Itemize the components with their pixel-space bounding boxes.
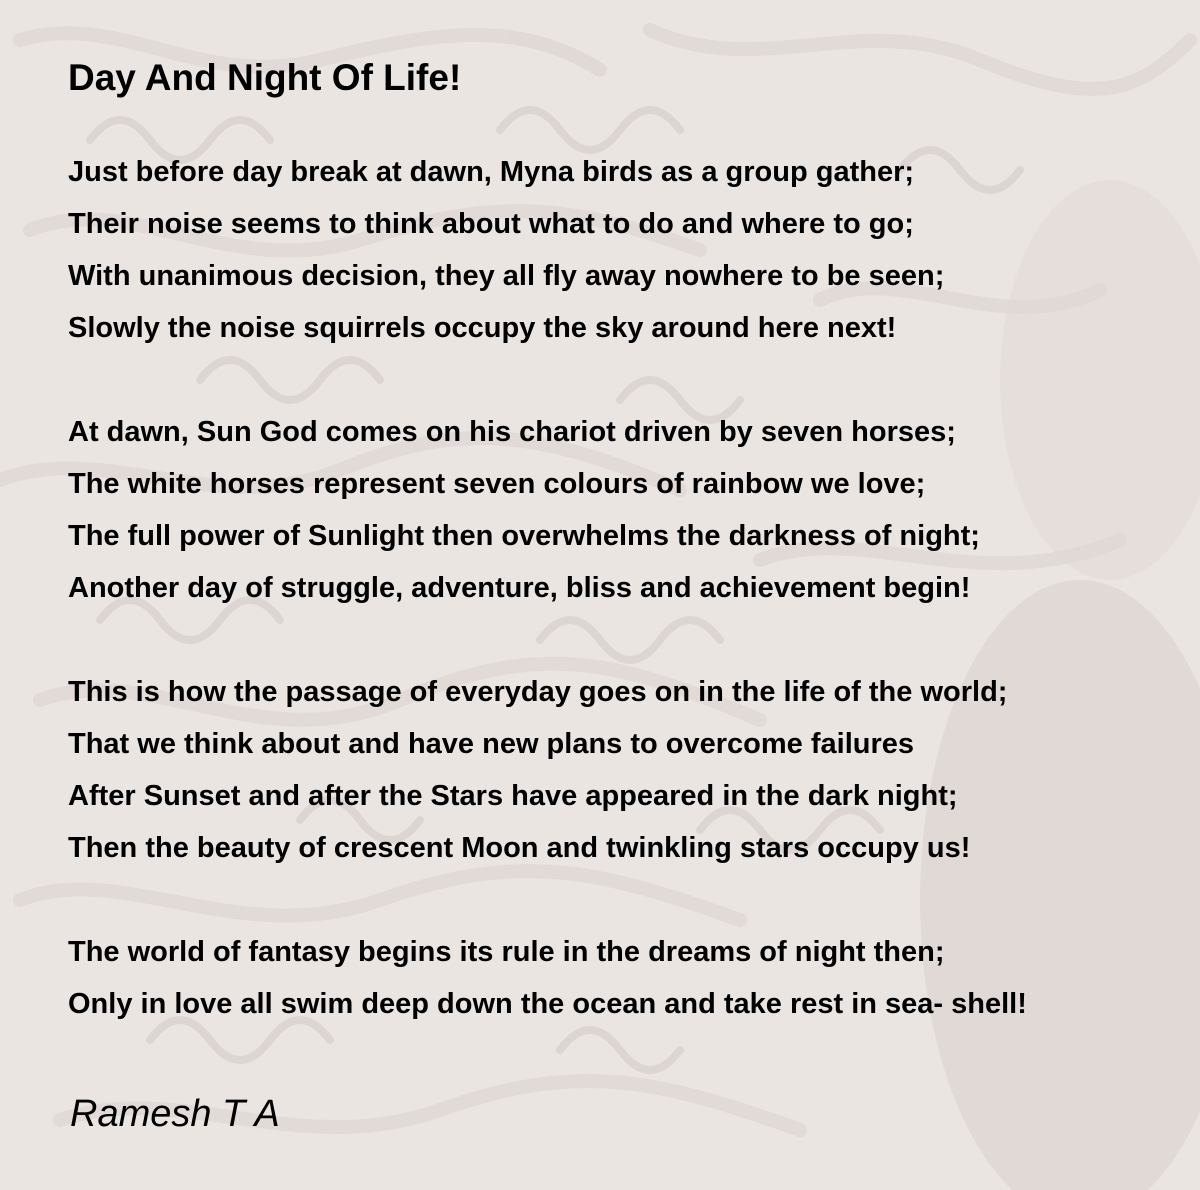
poem-line: With unanimous decision, they all fly away nowhere to be seen; [68, 260, 945, 292]
poem-line: Slowly the noise squirrels occupy the sky around here next! [68, 312, 897, 344]
poem-line: Just before day break at dawn, Myna birds as a group gather; [68, 156, 915, 188]
poem-line: The full power of Sunlight then overwhelms the darkness of night; [68, 520, 980, 552]
poem-content [68, 52, 1188, 1082]
poem-line: The white horses represent seven colours of rainbow we love; [68, 468, 926, 500]
poem-author: Ramesh T A [70, 1093, 280, 1135]
poem-line: That we think about and have new plans to overcome failures [68, 728, 915, 760]
poem-title: Day And Night Of Life! [68, 57, 462, 98]
poem-body [68, 146, 1188, 1030]
poem-line: At dawn, Sun God comes on his chariot driven by seven horses; [68, 416, 956, 448]
poem-line: The world of fantasy begins its rule in the dreams of night then; [68, 936, 945, 968]
stanza-1 [68, 146, 1188, 354]
poem-line: Their noise seems to think about what to do and where to go; [68, 208, 914, 240]
poem-line: Another day of struggle, adventure, bliss and achievement begin! [68, 572, 971, 604]
poem-line: This is how the passage of everyday goes on in the life of the world; [68, 676, 1008, 708]
stanza-2 [68, 406, 1188, 614]
poem-line: Then the beauty of crescent Moon and twinkling stars occupy us! [68, 832, 971, 864]
poem-line: After Sunset and after the Stars have appeared in the dark night; [68, 780, 958, 812]
poem-line: Only in love all swim deep down the ocean and take rest in sea- shell! [68, 988, 1027, 1020]
stanza-4 [68, 926, 1188, 1030]
stanza-3 [68, 666, 1188, 874]
